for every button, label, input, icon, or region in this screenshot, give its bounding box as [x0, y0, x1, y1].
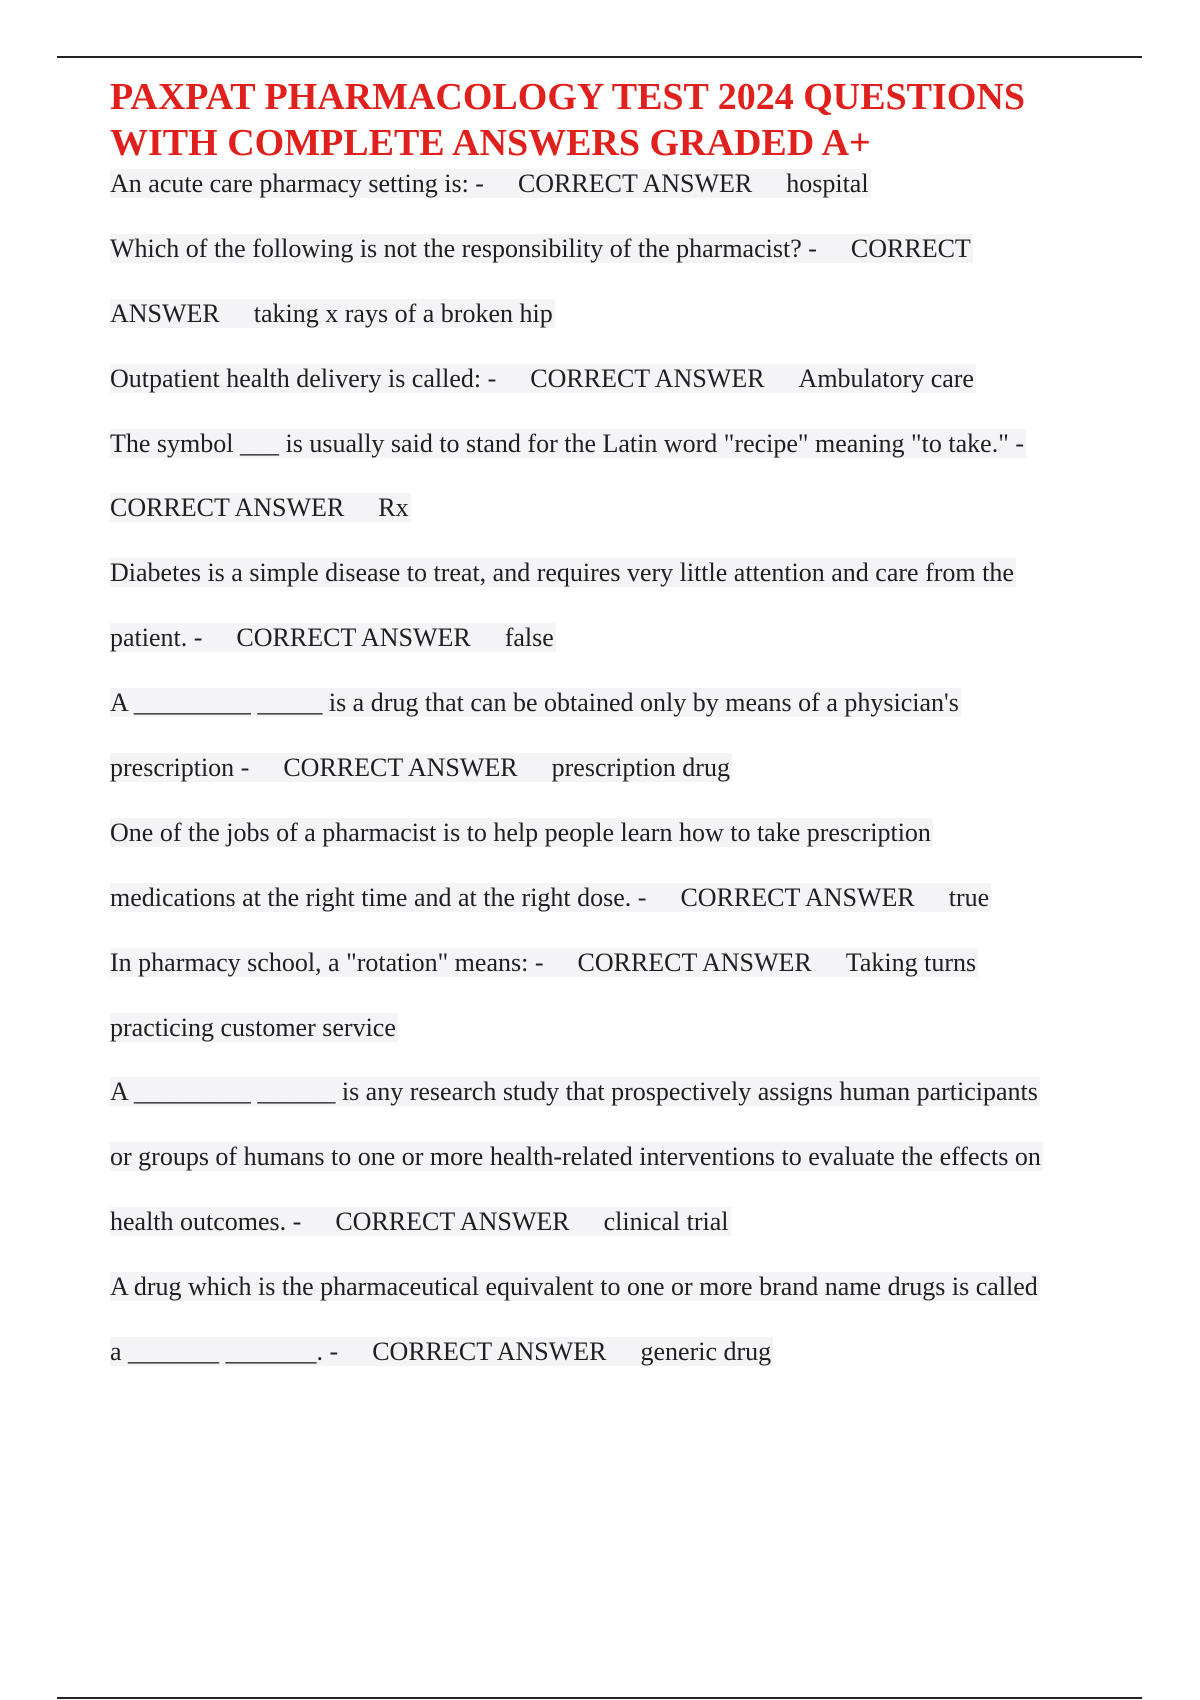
- answer-text: Rx: [378, 493, 409, 523]
- answer-text: false: [504, 623, 554, 653]
- question-text: Diabetes is a simple disease to treat, and requires very little attention and care from the: [110, 558, 1014, 588]
- qa-line: [110, 750, 1130, 815]
- question-text: The symbol ___ is usually said to stand for the Latin word "recipe" meaning "to take." -: [110, 428, 1024, 458]
- question-text: or groups of humans to one or more health-related interventions to evaluate the effects on: [110, 1142, 1041, 1172]
- question-text: Outpatient health delivery is called: -: [110, 363, 497, 393]
- question-text: A _________ ______ is any research study that prospectively assigns human participants: [110, 1077, 1038, 1107]
- qa-line: [110, 620, 1130, 685]
- answer-label: CORRECT ANSWER: [577, 947, 812, 977]
- question-text: Which of the following is not the responsibility of the pharmacist? -: [110, 233, 817, 263]
- answer-label: CORRECT ANSWER: [283, 753, 518, 783]
- question-text: An acute care pharmacy setting is: -: [110, 169, 484, 198]
- answer-text: generic drug: [640, 1337, 772, 1367]
- qa-line: [110, 1204, 1130, 1269]
- answer-label: CORRECT ANSWER: [335, 1207, 570, 1237]
- qa-line: [110, 1139, 1130, 1204]
- question-text: A drug which is the pharmaceutical equivalent to one or more brand name drugs is called: [110, 1272, 1038, 1302]
- answer-label: CORRECT: [850, 233, 971, 263]
- answer-label: CORRECT ANSWER: [530, 363, 765, 393]
- answer-text: true: [948, 882, 990, 912]
- answer-text: taking x rays of a broken hip: [253, 298, 553, 328]
- qa-line: [110, 685, 1130, 750]
- qa-line: [110, 490, 1130, 555]
- question-text: a _______ _______. -: [110, 1337, 339, 1367]
- qa-line: [110, 1334, 1130, 1399]
- qa-content: [110, 166, 1130, 1399]
- answer-text: clinical trial: [603, 1207, 729, 1237]
- question-text: medications at the right time and at the right dose. -: [110, 882, 647, 912]
- question-text: One of the jobs of a pharmacist is to help people learn how to take prescription: [110, 817, 931, 847]
- qa-line: [110, 296, 1130, 361]
- qa-line: [110, 231, 1130, 296]
- qa-line: [110, 1074, 1130, 1139]
- bottom-rule: [57, 1697, 1142, 1699]
- qa-line: [110, 1269, 1130, 1334]
- answer-text: prescription drug: [551, 753, 730, 783]
- answer-label: CORRECT ANSWER: [517, 169, 753, 198]
- qa-line: [110, 361, 1130, 426]
- qa-line: [110, 426, 1130, 491]
- qa-line: [110, 880, 1130, 945]
- answer-label: CORRECT ANSWER: [110, 493, 345, 523]
- qa-line: [110, 815, 1130, 880]
- title-line-2: WITH COMPLETE ANSWERS GRADED A+: [110, 122, 871, 164]
- top-rule: [57, 56, 1142, 58]
- question-text: In pharmacy school, a "rotation" means: -: [110, 947, 544, 977]
- answer-text: practicing customer service: [110, 1012, 396, 1042]
- qa-line: [110, 1010, 1130, 1075]
- answer-text: hospital: [786, 169, 869, 198]
- question-text: patient. -: [110, 623, 203, 653]
- question-text: prescription -: [110, 753, 250, 783]
- document-title: [110, 74, 1110, 166]
- answer-label: CORRECT ANSWER: [680, 882, 915, 912]
- answer-label: CORRECT ANSWER: [372, 1337, 607, 1367]
- answer-label: ANSWER: [110, 298, 220, 328]
- qa-line: [110, 945, 1130, 1010]
- question-text: health outcomes. -: [110, 1207, 302, 1237]
- title-line-1: PAXPAT PHARMACOLOGY TEST 2024 QUESTIONS: [110, 76, 1025, 118]
- qa-line: [110, 166, 1130, 231]
- answer-text: Ambulatory care: [798, 363, 974, 393]
- answer-label: CORRECT ANSWER: [236, 623, 471, 653]
- question-text: A _________ _____ is a drug that can be obtained only by means of a physician's: [110, 688, 959, 718]
- qa-line: [110, 555, 1130, 620]
- answer-text: Taking turns: [845, 947, 977, 977]
